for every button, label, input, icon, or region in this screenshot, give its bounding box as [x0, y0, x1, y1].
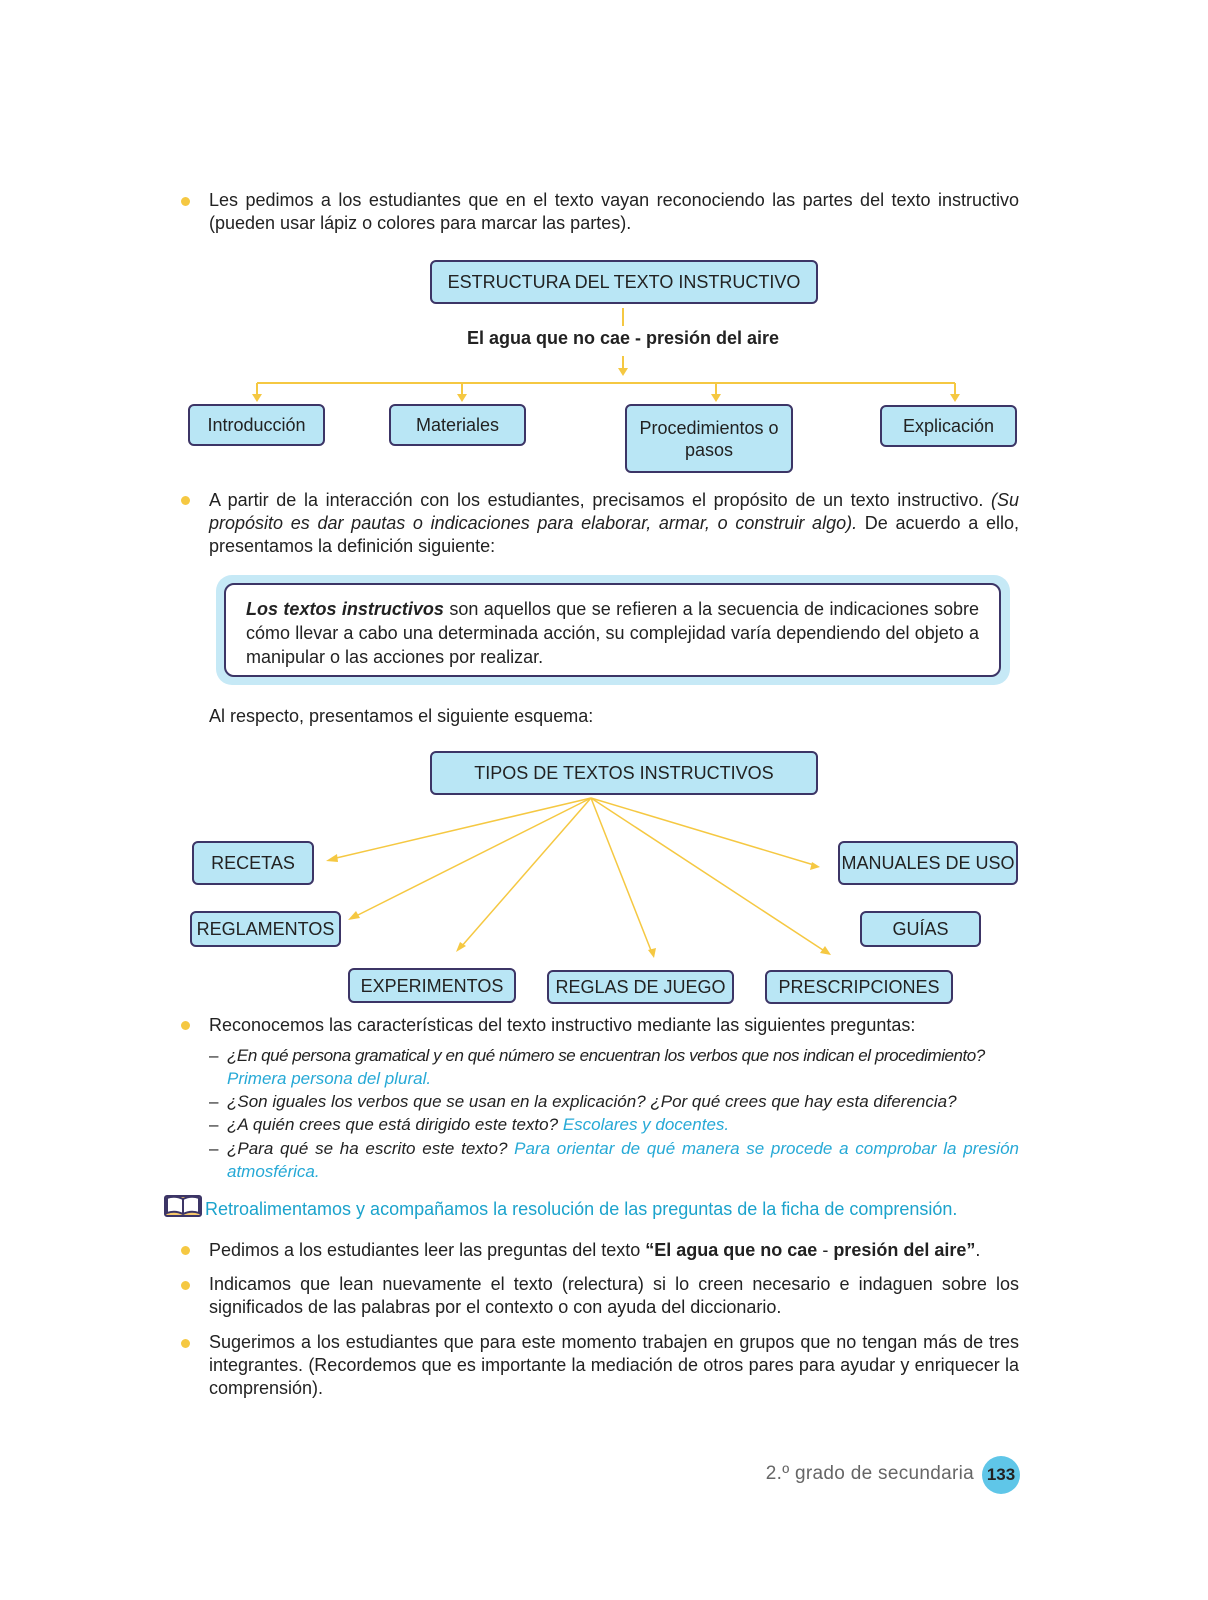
box-explicacion: Explicación — [880, 405, 1017, 447]
scheme-intro: Al respecto, presentamos el siguiente esquema: — [209, 706, 594, 726]
answer-text: Escolares y docentes. — [562, 1115, 730, 1134]
bullet-dot — [181, 1339, 190, 1348]
definition-text: son aquellos que se refieren a la secuencia de indicaciones sobre cómo llevar a cabo una determinada acción, su complejidad varía dependiendo del objeto a manipular o las acciones por realizar. — [246, 599, 979, 667]
box-reglamentos: REGLAMENTOS — [190, 911, 341, 947]
footer-grade: 2.º grado de secundaria — [765, 1463, 974, 1484]
question-dash: – — [209, 1139, 219, 1158]
types-title-box: TIPOS DE TEXTOS INSTRUCTIVOS — [430, 751, 818, 795]
question-dash: – — [209, 1092, 219, 1111]
question-item — [211, 1090, 1019, 1113]
book-icon — [164, 1194, 202, 1223]
paragraph-read-questions — [209, 1239, 1019, 1262]
bullet-dot — [181, 1246, 190, 1255]
question-text: ¿A quién crees que está dirigido este texto? — [227, 1115, 559, 1134]
section-heading: Retroalimentamos y acompañamos la resolución de las preguntas de la ficha de comprensión. — [205, 1199, 958, 1219]
paragraph-instructions: Les pedimos a los estudiantes que en el texto vayan reconociendo las partes del texto instructivo (pueden usar lápiz o colores para marcar las partes). — [209, 190, 1019, 233]
question-text: ¿Para qué se ha escrito este texto? — [227, 1139, 508, 1158]
read-text: Pedimos a los estudiantes leer las preguntas del texto — [209, 1240, 646, 1260]
purpose-text: A partir de la interacción con los estudiantes, precisamos el propósito de un texto instructivo. — [209, 490, 991, 510]
paragraph-reread: Indicamos que lean nuevamente el texto (relectura) si lo creen necesario e indaguen sobre los significados de las palabras por el contexto o con ayuda del diccionario. — [209, 1274, 1019, 1317]
box-procedimientos: Procedimientos o pasos — [625, 404, 793, 473]
paragraph-groups: Sugerimos a los estudiantes que para este momento trabajen en grupos que no tengan más de tres integrantes. (Recordemos que es importante la mediación de otros pares para ayudar y enriquecer la comprensión). — [209, 1332, 1019, 1398]
question-item — [211, 1113, 1019, 1136]
paragraph-characteristics: Reconocemos las características del texto instructivo mediante las siguientes preguntas: — [209, 1015, 916, 1035]
box-reglas-de-juego: REGLAS DE JUEGO — [547, 970, 734, 1004]
bullet-dot — [181, 1281, 190, 1290]
question-dash: – — [209, 1046, 219, 1065]
question-item — [211, 1044, 1019, 1090]
box-introduccion: Introducción — [188, 404, 325, 446]
bullet-dot — [181, 1021, 190, 1030]
box-prescripciones: PRESCRIPCIONES — [765, 970, 953, 1004]
page-number: 133 — [982, 1456, 1020, 1494]
text-title: El agua que no cae - presión del aire — [466, 328, 780, 348]
box-guias: GUÍAS — [860, 911, 981, 947]
box-materiales: Materiales — [389, 404, 526, 446]
question-dash: – — [209, 1115, 219, 1134]
box-experimentos: EXPERIMENTOS — [348, 968, 516, 1003]
definition-term: Los textos instructivos — [246, 599, 444, 619]
answer-text: Primera persona del plural. — [227, 1069, 432, 1088]
purpose-italic: (Su propósito es dar pautas o indicaciones para elaborar, armar, o construir algo). — [209, 490, 1019, 533]
text-title-bold: presión del aire” — [833, 1240, 976, 1260]
read-end: . — [975, 1240, 981, 1260]
purpose-end: De acuerdo a ello, presentamos la definición siguiente: — [209, 513, 1019, 556]
box-manuales-de-uso: MANUALES DE USO — [838, 841, 1018, 885]
box-recetas: RECETAS — [192, 841, 314, 885]
structure-title-box: ESTRUCTURA DEL TEXTO INSTRUCTIVO — [430, 260, 818, 304]
question-text: ¿En qué persona gramatical y en qué número se encuentran los verbos que nos indican el procedimiento? — [227, 1046, 985, 1065]
answer-text: Para orientar de qué manera se procede a comprobar la presión atmosférica. — [227, 1139, 1019, 1181]
text-title-bold: “El agua que no cae — [645, 1240, 818, 1260]
title-dash: - — [817, 1240, 834, 1260]
question-text: ¿Son iguales los verbos que se usan en la explicación? ¿Por qué crees que hay esta diferencia? — [227, 1092, 957, 1111]
question-item — [211, 1137, 1019, 1183]
